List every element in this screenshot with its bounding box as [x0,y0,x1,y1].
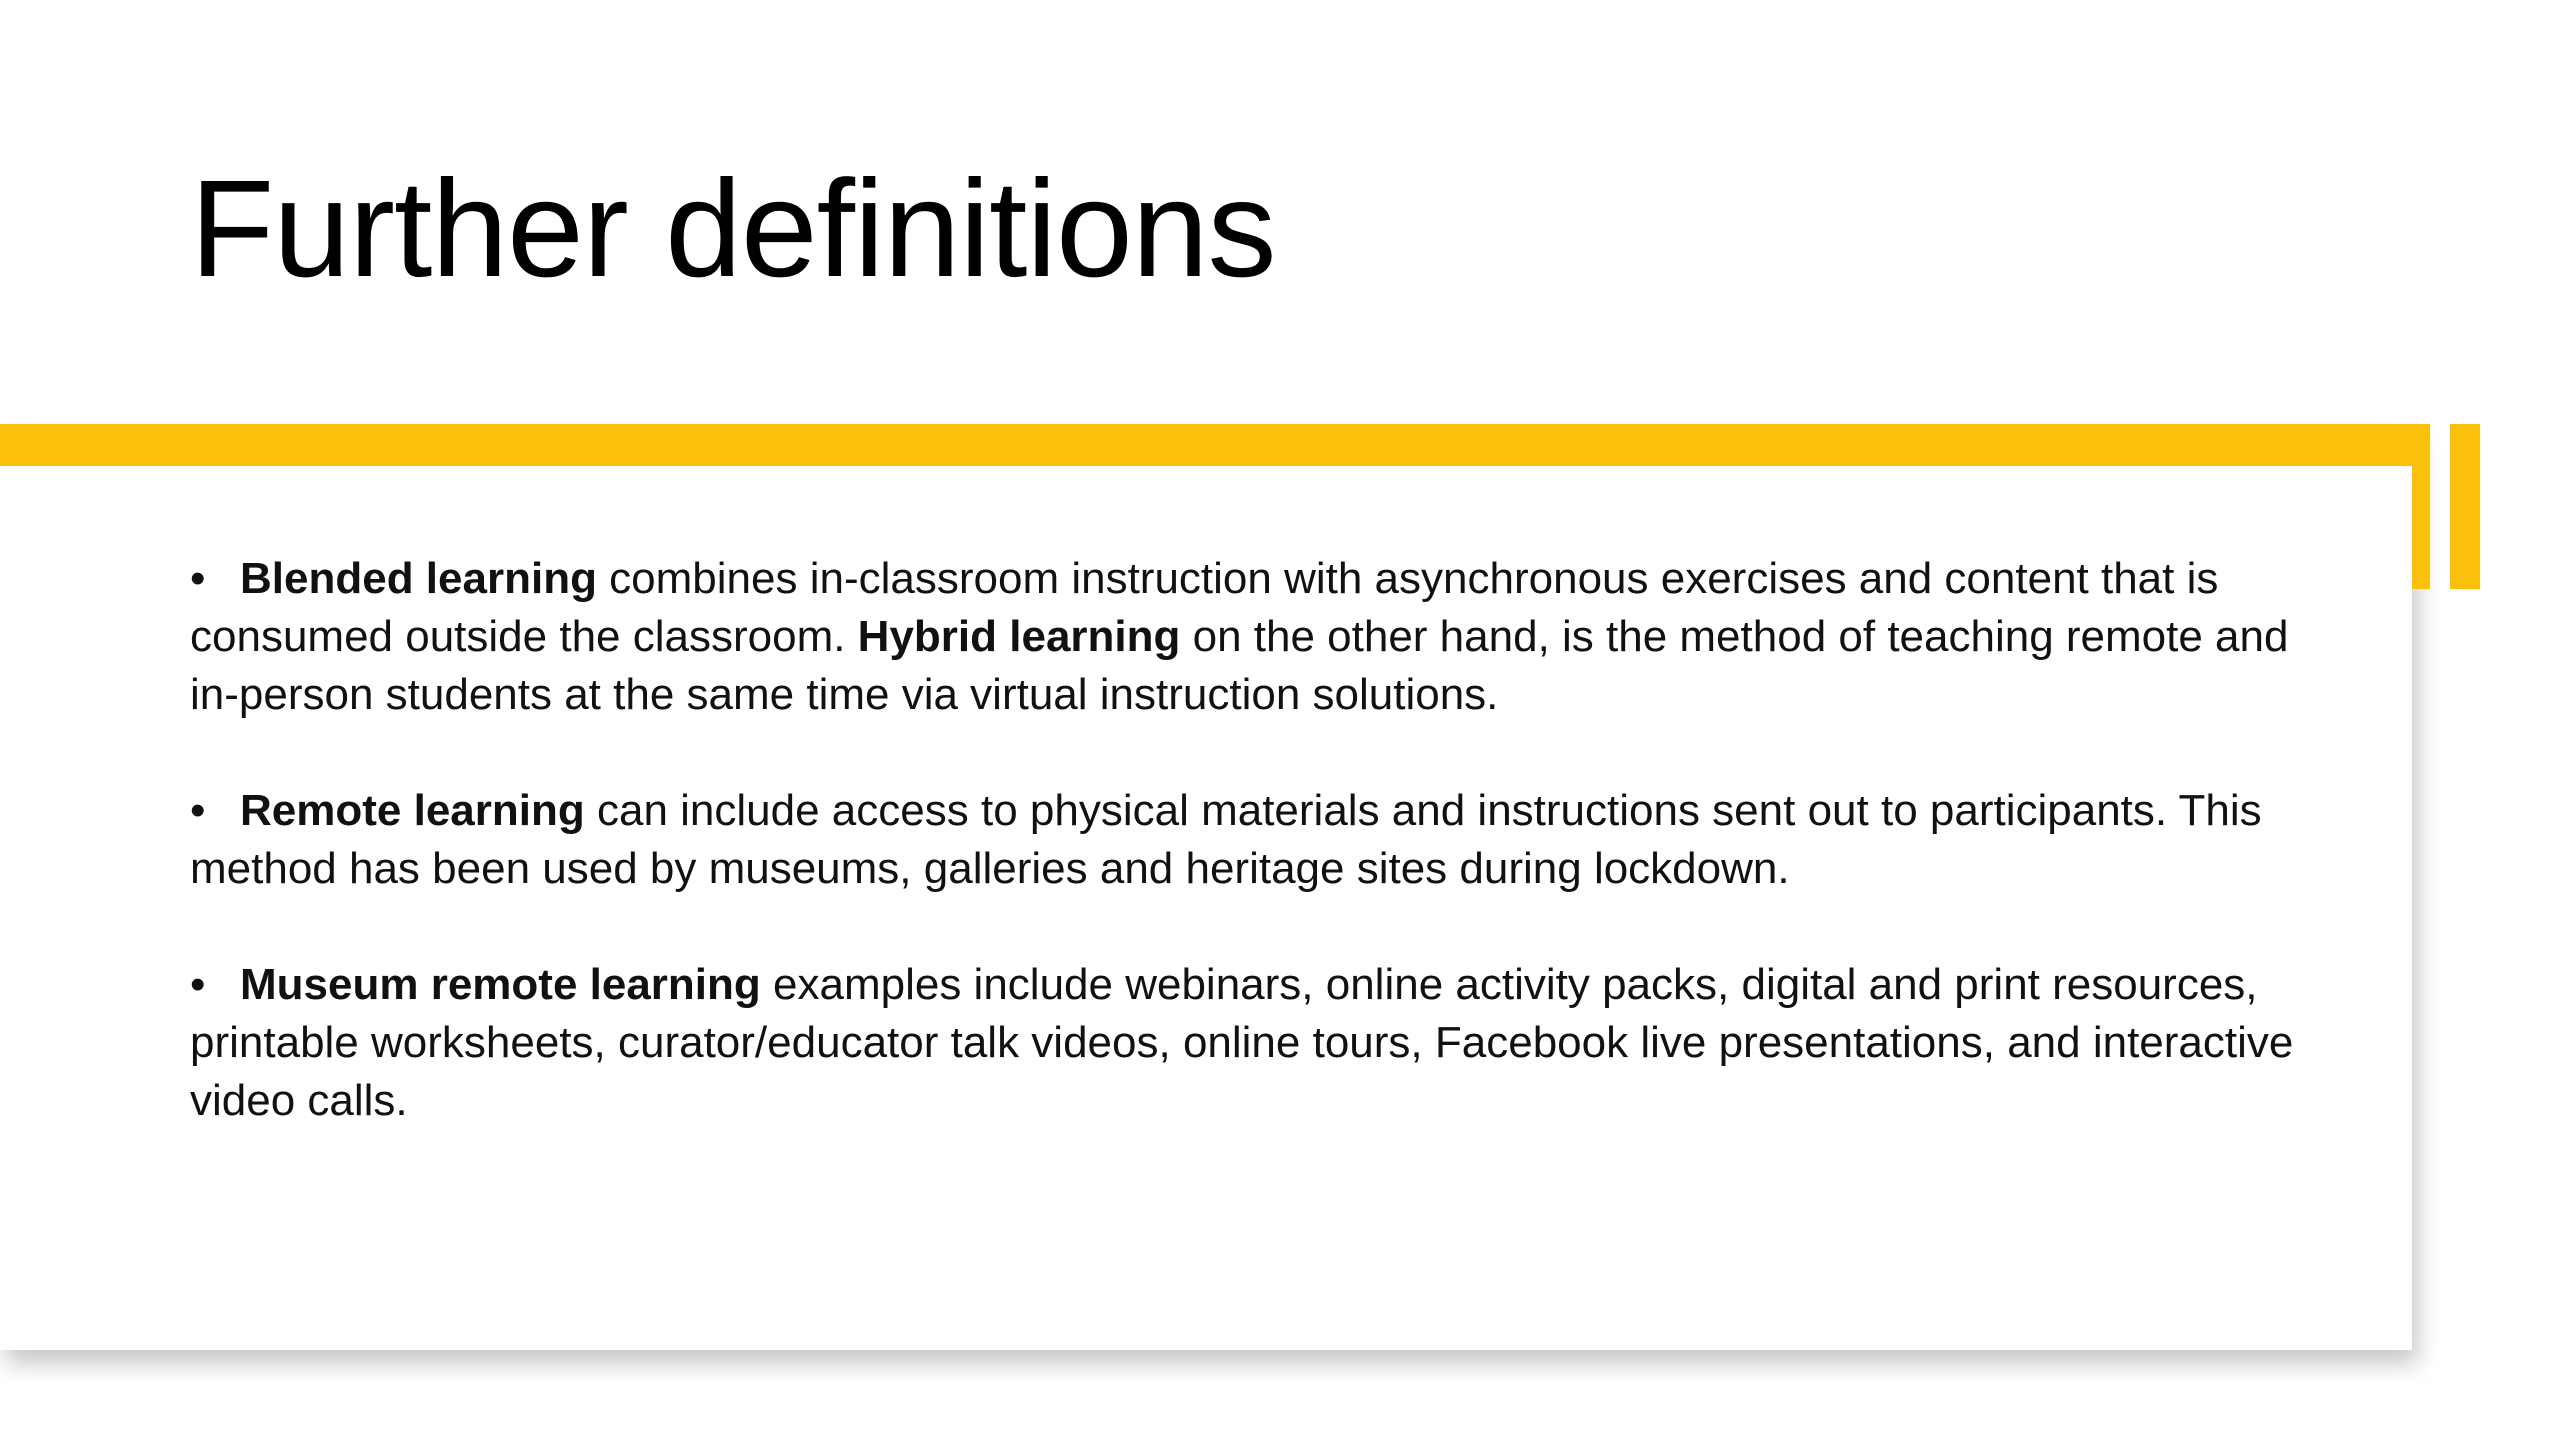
term-remote-learning: Remote learning [240,786,585,835]
accent-side-stripe [2450,424,2480,589]
definition-blended-learning: combines in-classroom instruction with asynchronous exercises and content that is consumed outside the classroom. [190,554,2219,661]
bullet-museum-remote-learning [190,956,2340,1130]
term-museum-remote-learning: Museum remote learning [240,960,761,1009]
definition-remote-learning: can include access to physical materials and instructions sent out to participants. This method has been used by museums, galleries and heritage sites during lockdown. [190,786,2262,893]
term-blended-learning: Blended learning [240,554,597,603]
slide-title: Further definitions [190,152,1276,306]
definition-hybrid-learning: on the other hand, is the method of teaching remote and in-person students at the same time via virtual instruction solutions. [190,612,2289,719]
accent-bar-corner [2412,424,2430,589]
bullet-blended-learning [190,550,2340,724]
bullet-marker: • [190,786,206,835]
bullet-remote-learning [190,782,2340,898]
term-hybrid-learning: Hybrid learning [857,612,1181,661]
accent-bar [0,424,2430,466]
bullet-marker: • [190,554,206,603]
bullet-marker: • [190,960,206,1009]
definition-museum-remote-learning: examples include webinars, online activity packs, digital and print resources, printable worksheets, curator/educator talk videos, online tours, Facebook live presentations, and interactive video calls. [190,960,2294,1125]
bullet-list [190,550,2340,1188]
